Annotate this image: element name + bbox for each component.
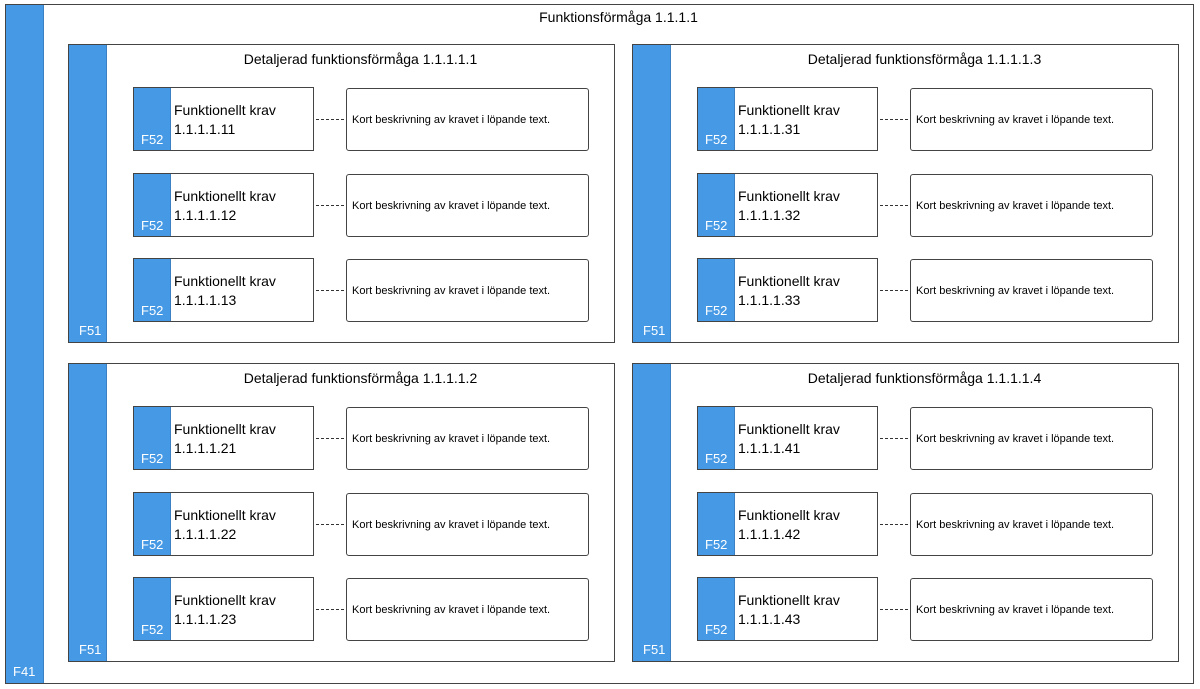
- requirement-number: 1.1.1.1.23: [174, 611, 237, 627]
- requirement-description: Kort beskrivning av kravet i löpande text.: [346, 174, 589, 237]
- requirement-label: [738, 101, 840, 139]
- dashed-connector: [880, 524, 908, 525]
- group-side-bar: [633, 364, 671, 661]
- requirement-label: [174, 272, 276, 310]
- dashed-connector: [880, 290, 908, 291]
- requirement-description: Kort beskrivning av kravet i löpande text.: [346, 88, 589, 151]
- dashed-connector: [880, 438, 908, 439]
- group-code: F51: [643, 642, 666, 657]
- group-code: F51: [79, 642, 102, 657]
- requirement-code: F52: [141, 451, 164, 466]
- requirement-number: 1.1.1.1.41: [738, 440, 801, 456]
- group-side-bar: [633, 45, 671, 342]
- requirement-row: [697, 492, 1153, 558]
- dashed-connector: [316, 290, 344, 291]
- requirement-number: 1.1.1.1.42: [738, 526, 801, 542]
- requirement-name: Funktionellt krav: [174, 273, 276, 289]
- requirement-code: F52: [705, 132, 728, 147]
- requirement-description: Kort beskrivning av kravet i löpande text.: [346, 493, 589, 556]
- requirement-row: [133, 406, 589, 472]
- requirement-code: F52: [705, 451, 728, 466]
- dashed-connector: [316, 609, 344, 610]
- requirement-side-bar: [134, 407, 171, 469]
- requirement-number: 1.1.1.1.11: [174, 121, 236, 137]
- capability-title: Funktionsförmåga 1.1.1.1: [539, 9, 698, 25]
- dashed-connector: [880, 205, 908, 206]
- requirement-description: Kort beskrivning av kravet i löpande text.: [910, 88, 1153, 151]
- requirement-description: Kort beskrivning av kravet i löpande text.: [910, 407, 1153, 470]
- requirement-box: [697, 577, 878, 641]
- requirement-row: [697, 87, 1153, 153]
- requirement-number: 1.1.1.1.13: [174, 292, 237, 308]
- requirement-description: Kort beskrivning av kravet i löpande text.: [910, 174, 1153, 237]
- requirement-name: Funktionellt krav: [738, 507, 840, 523]
- requirement-box: [697, 173, 878, 237]
- dashed-connector: [316, 119, 344, 120]
- requirement-label: [738, 506, 840, 544]
- requirement-label: [174, 591, 276, 629]
- requirement-code: F52: [705, 537, 728, 552]
- capability-code: F41: [13, 664, 36, 679]
- requirement-box: [697, 258, 878, 322]
- requirement-description: Kort beskrivning av kravet i löpande text.: [910, 578, 1153, 641]
- requirement-name: Funktionellt krav: [738, 102, 840, 118]
- requirement-box: [133, 492, 314, 556]
- requirement-label: [738, 420, 840, 458]
- requirement-side-bar: [698, 259, 735, 321]
- capability-side-bar: [6, 5, 44, 683]
- requirement-code: F52: [141, 132, 164, 147]
- requirement-code: F52: [141, 537, 164, 552]
- requirement-description: Kort beskrivning av kravet i löpande text.: [910, 493, 1153, 556]
- group-side-bar: [69, 364, 107, 661]
- group-title: Detaljerad funktionsförmåga 1.1.1.1.4: [807, 370, 1042, 386]
- requirement-side-bar: [698, 407, 735, 469]
- requirement-box: [133, 258, 314, 322]
- requirement-number: 1.1.1.1.22: [174, 526, 237, 542]
- requirement-row: [133, 87, 589, 153]
- requirement-label: [174, 506, 276, 544]
- requirement-side-bar: [698, 88, 735, 150]
- detailed-capability-group: [68, 363, 615, 662]
- dashed-connector: [880, 119, 908, 120]
- requirement-row: [133, 258, 589, 324]
- requirement-box: [697, 87, 878, 151]
- dashed-connector: [316, 438, 344, 439]
- requirement-side-bar: [134, 88, 171, 150]
- requirement-label: [174, 101, 276, 139]
- requirement-box: [133, 173, 314, 237]
- dashed-connector: [316, 205, 344, 206]
- requirement-row: [133, 577, 589, 643]
- requirement-box: [697, 492, 878, 556]
- requirement-box: [133, 87, 314, 151]
- requirement-name: Funktionellt krav: [738, 188, 840, 204]
- requirement-row: [133, 492, 589, 558]
- requirement-label: [738, 272, 840, 310]
- requirement-description: Kort beskrivning av kravet i löpande text.: [346, 259, 589, 322]
- group-side-bar: [69, 45, 107, 342]
- requirement-description: Kort beskrivning av kravet i löpande text.: [910, 259, 1153, 322]
- requirement-code: F52: [141, 303, 164, 318]
- requirement-description: Kort beskrivning av kravet i löpande text.: [346, 578, 589, 641]
- requirement-description: Kort beskrivning av kravet i löpande text.: [346, 407, 589, 470]
- requirement-name: Funktionellt krav: [738, 273, 840, 289]
- detailed-capability-group: [632, 44, 1179, 343]
- requirement-name: Funktionellt krav: [174, 102, 276, 118]
- requirement-box: [697, 406, 878, 470]
- requirement-number: 1.1.1.1.32: [738, 207, 801, 223]
- requirement-code: F52: [705, 218, 728, 233]
- requirement-row: [697, 577, 1153, 643]
- requirement-side-bar: [134, 259, 171, 321]
- requirement-box: [133, 577, 314, 641]
- requirement-label: [174, 420, 276, 458]
- requirement-number: 1.1.1.1.33: [738, 292, 801, 308]
- requirement-code: F52: [705, 622, 728, 637]
- requirement-name: Funktionellt krav: [738, 592, 840, 608]
- requirement-box: [133, 406, 314, 470]
- dashed-connector: [880, 609, 908, 610]
- requirement-label: [738, 187, 840, 225]
- requirement-side-bar: [134, 578, 171, 640]
- group-title: Detaljerad funktionsförmåga 1.1.1.1.3: [807, 51, 1042, 67]
- requirement-number: 1.1.1.1.43: [738, 611, 801, 627]
- detailed-capability-group: [68, 44, 615, 343]
- requirement-side-bar: [698, 174, 735, 236]
- requirement-label: [738, 591, 840, 629]
- group-code: F51: [643, 323, 666, 338]
- detailed-capability-group: [632, 363, 1179, 662]
- requirement-name: Funktionellt krav: [174, 592, 276, 608]
- requirement-name: Funktionellt krav: [174, 421, 276, 437]
- requirement-side-bar: [698, 493, 735, 555]
- group-title: Detaljerad funktionsförmåga 1.1.1.1.2: [243, 370, 478, 386]
- requirement-row: [697, 258, 1153, 324]
- requirement-row: [133, 173, 589, 239]
- requirement-code: F52: [705, 303, 728, 318]
- requirement-label: [174, 187, 276, 225]
- dashed-connector: [316, 524, 344, 525]
- requirement-row: [697, 406, 1153, 472]
- requirement-name: Funktionellt krav: [174, 507, 276, 523]
- requirement-side-bar: [134, 493, 171, 555]
- requirement-side-bar: [134, 174, 171, 236]
- requirement-side-bar: [698, 578, 735, 640]
- requirement-code: F52: [141, 622, 164, 637]
- requirement-code: F52: [141, 218, 164, 233]
- requirement-name: Funktionellt krav: [174, 188, 276, 204]
- requirement-number: 1.1.1.1.12: [174, 207, 237, 223]
- group-code: F51: [79, 323, 102, 338]
- requirement-row: [697, 173, 1153, 239]
- group-title: Detaljerad funktionsförmåga 1.1.1.1.1: [243, 51, 478, 67]
- requirement-name: Funktionellt krav: [738, 421, 840, 437]
- requirement-number: 1.1.1.1.31: [738, 121, 801, 137]
- requirement-number: 1.1.1.1.21: [174, 440, 237, 456]
